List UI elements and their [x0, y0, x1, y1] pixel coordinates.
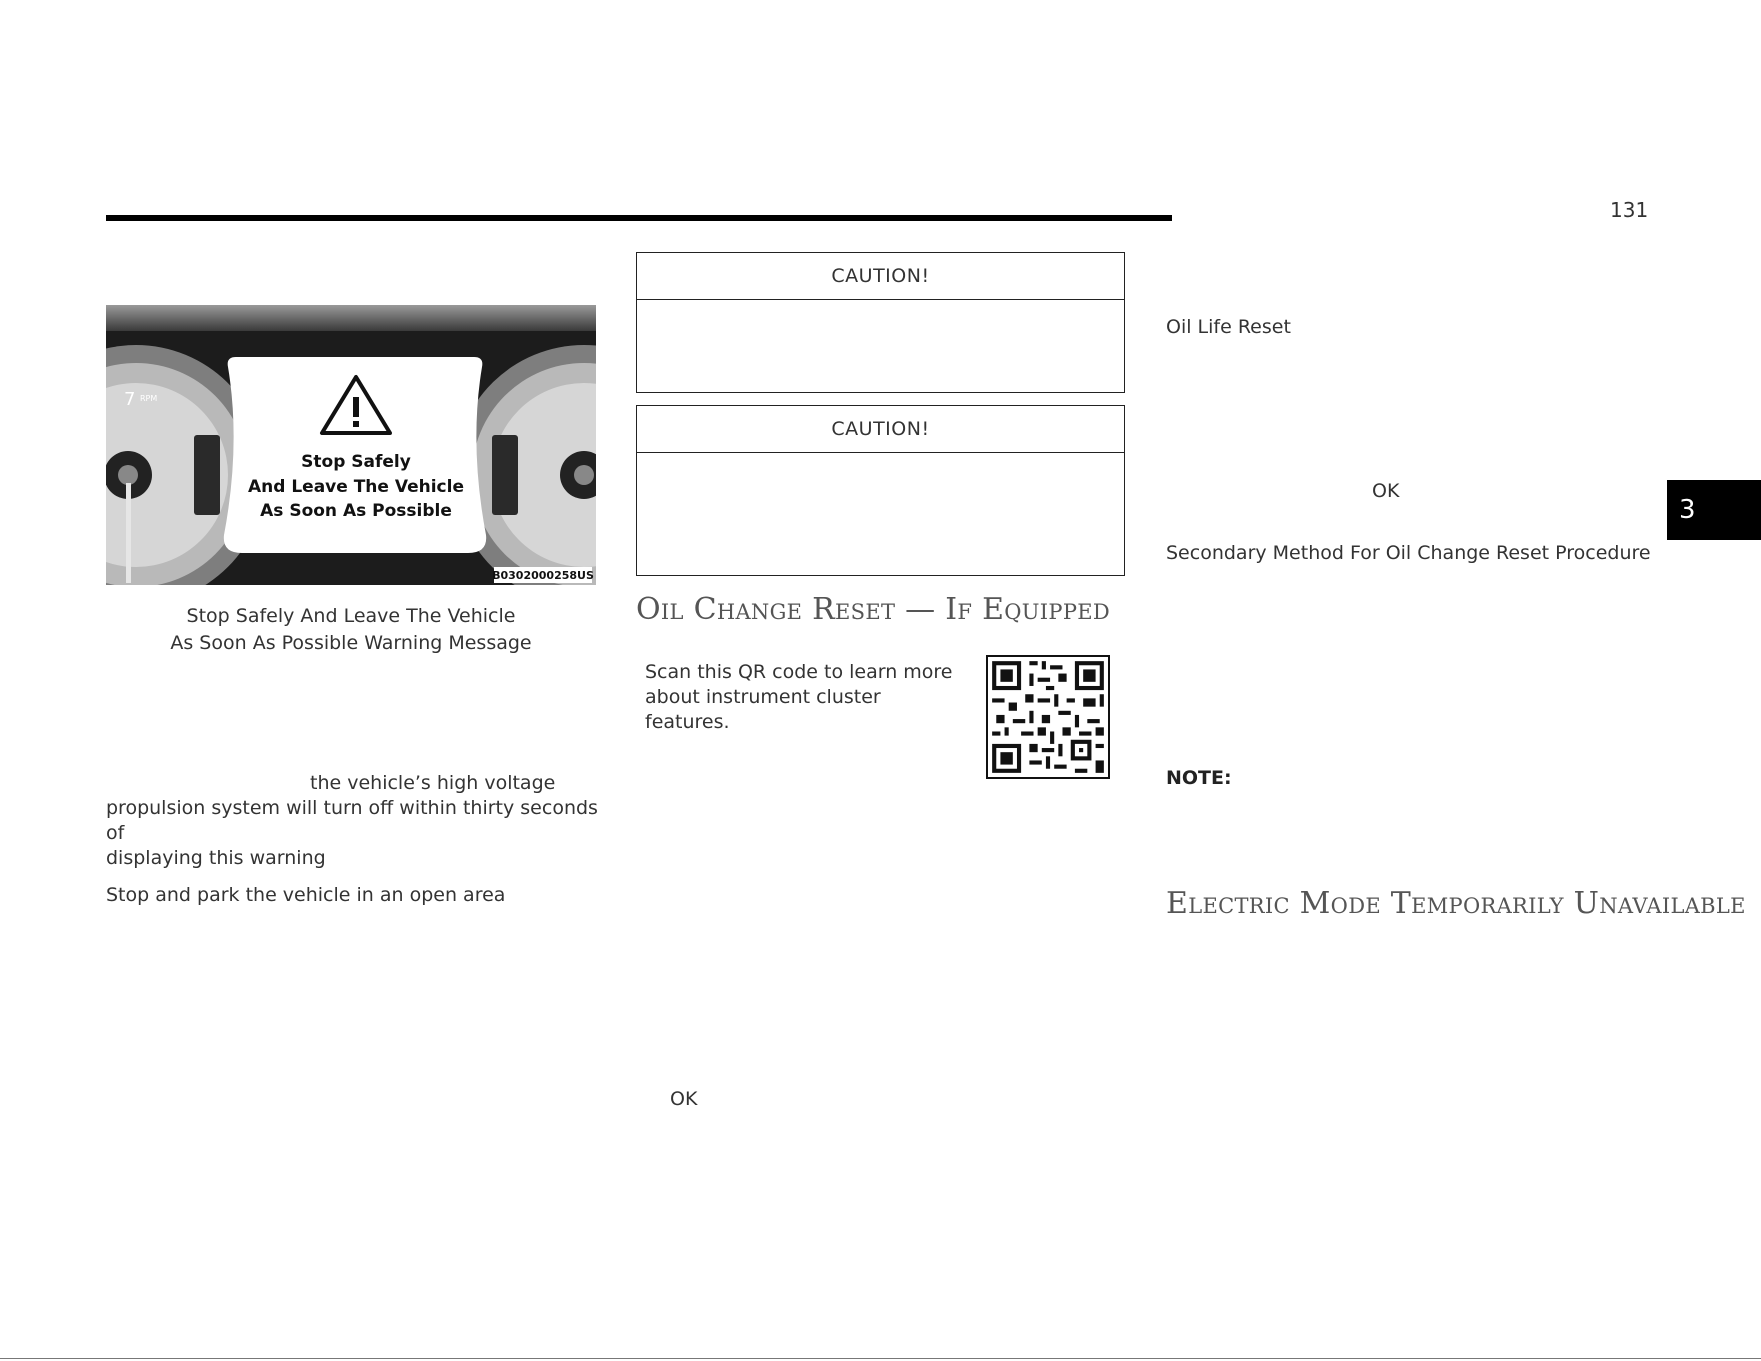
warning-paragraph: [106, 771, 606, 871]
gauge-left-digit: 7: [124, 389, 136, 410]
caution-box-1: [636, 252, 1125, 393]
figure-caption-line-2: As Soon As Possible Warning Message: [170, 632, 532, 654]
qr-description: [645, 660, 965, 735]
stop-park-text: Stop and park the vehicle in an open area: [106, 884, 506, 906]
secondary-method-subheading: Secondary Method For Oil Change Reset Procedure: [1166, 542, 1651, 564]
header-rule: [106, 215, 1172, 221]
footer-rule: [0, 1358, 1761, 1359]
caution-box-2: [636, 405, 1125, 576]
warning-line-2: propulsion system will turn off within thirty seconds of: [106, 797, 598, 844]
oil-change-reset-heading: Oil Change Reset — If Equipped: [636, 592, 1111, 627]
ok-label-middle: OK: [670, 1088, 698, 1110]
caution-title-2: CAUTION!: [637, 406, 1124, 453]
page-number: 131: [1610, 198, 1649, 222]
gauge-left-units: RPM: [140, 394, 158, 403]
ok-label-right: OK: [1372, 480, 1400, 502]
screen-line-3: As Soon As Possible: [260, 501, 452, 521]
screen-line-2: And Leave The Vehicle: [248, 477, 464, 497]
caution-title-1: CAUTION!: [637, 253, 1124, 300]
note-label: NOTE:: [1166, 767, 1232, 789]
qr-code-graphic: [988, 657, 1108, 777]
oil-life-reset-subheading: Oil Life Reset: [1166, 316, 1291, 338]
figure-caption-line-1: Stop Safely And Leave The Vehicle: [186, 605, 516, 627]
warning-line-3: displaying this warning: [106, 847, 326, 869]
qr-line-1: Scan this QR code to learn more: [645, 661, 953, 683]
electric-mode-heading: Electric Mode Temporarily Unavailable: [1166, 886, 1746, 921]
instrument-cluster-image: [106, 305, 596, 585]
qr-line-2: about instrument cluster features.: [645, 686, 881, 733]
instrument-cluster-illustration: [106, 305, 596, 585]
chapter-tab[interactable]: [1667, 480, 1761, 540]
screen-line-1: Stop Safely: [301, 452, 411, 472]
qr-code-icon[interactable]: [986, 655, 1110, 779]
figure-code: B0302000258US: [492, 569, 594, 582]
chapter-tab-label: 3: [1679, 495, 1696, 525]
warning-line-1: the vehicle’s high voltage: [310, 772, 556, 794]
